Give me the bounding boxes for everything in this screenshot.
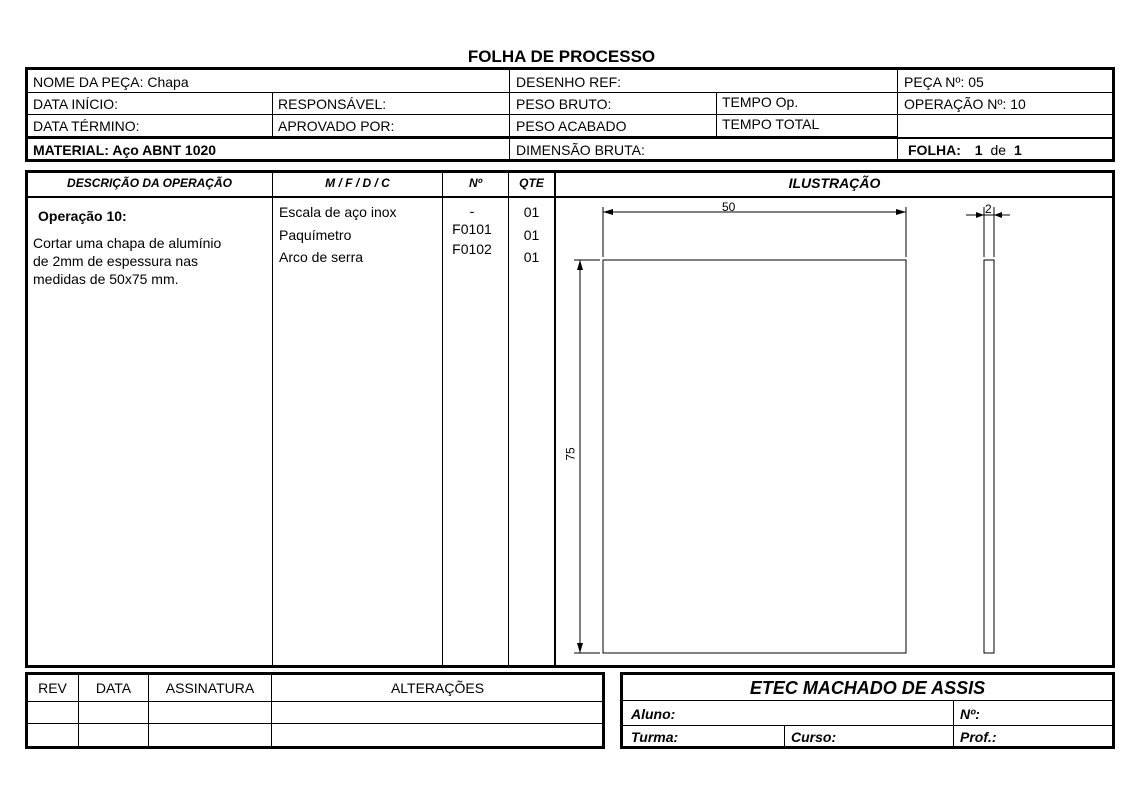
col-ilustracao: ILUSTRAÇÃO (788, 175, 881, 191)
material-label: MATERIAL: (33, 142, 109, 158)
dim-thickness-label: 2 (985, 202, 992, 216)
peca-no-value: 05 (968, 74, 984, 90)
number-1: - (469, 203, 475, 219)
plate-front-view (603, 260, 906, 653)
tempo-total-label: TEMPO TOTAL (722, 116, 820, 132)
arrow-head (603, 209, 613, 215)
col-descricao: DESCRIÇÃO DA OPERAÇÃO (67, 176, 232, 190)
folha-de: de (990, 142, 1007, 158)
operation-line-2: de 2mm de espessura nas (33, 253, 198, 269)
operation-line-3: medidas de 50x75 mm. (33, 271, 179, 287)
operacao-no-value: 10 (1010, 96, 1026, 112)
operation-line-1: Cortar uma chapa de alumínio (33, 235, 222, 251)
no-label: Nº: (960, 706, 980, 722)
tempo-op-label: TEMPO Op. (722, 94, 799, 110)
number-2: F0101 (452, 221, 492, 237)
tool-1: Escala de aço inox (279, 204, 397, 220)
number-3: F0102 (452, 241, 492, 257)
dim-width-label: 50 (722, 200, 736, 214)
operation-title: Operação 10: (38, 208, 127, 224)
col-no: Nº (468, 176, 483, 190)
data-inicio-label: DATA INÍCIO: (33, 96, 119, 112)
page-title: FOLHA DE PROCESSO (467, 47, 656, 66)
school-name: ETEC MACHADO DE ASSIS (749, 678, 986, 698)
aprovado-por-label: APROVADO POR: (278, 118, 395, 134)
col-assinatura: ASSINATURA (165, 680, 255, 696)
desenho-ref-label: DESENHO REF: (516, 74, 622, 90)
folha-num: 1 (974, 142, 983, 158)
nome-peca-value: Chapa (147, 74, 189, 90)
col-mfdc: M / F / D / C (325, 176, 390, 190)
arrow-head (896, 209, 906, 215)
responsavel-label: RESPONSÁVEL: (278, 96, 387, 112)
dim-height-label: 75 (563, 447, 578, 461)
folha-label: FOLHA: (908, 142, 961, 158)
peso-acabado-label: PESO ACABADO (516, 118, 627, 134)
data-termino-label: DATA TÉRMINO: (33, 118, 140, 134)
qty-1: 01 (523, 204, 540, 220)
peca-no-label: PEÇA Nº: (904, 74, 965, 90)
aluno-label: Aluno: (631, 706, 676, 722)
arrow-head (577, 260, 583, 270)
nome-peca-label: NOME DA PEÇA: (33, 74, 144, 90)
plate-side-view (984, 260, 994, 653)
arrow-head (976, 212, 984, 218)
col-alteracoes: ALTERAÇÕES (390, 680, 485, 696)
qty-3: 01 (523, 249, 540, 265)
folha-total: 1 (1013, 142, 1022, 158)
peso-bruto-label: PESO BRUTO: (516, 96, 612, 112)
dimensao-bruta-label: DIMENSÃO BRUTA: (516, 142, 645, 158)
tool-2: Paquímetro (279, 227, 352, 243)
prof-label: Prof.: (960, 729, 997, 745)
arrow-head (994, 212, 1002, 218)
arrow-head (577, 643, 583, 653)
tool-3: Arco de serra (279, 249, 364, 265)
qty-2: 01 (523, 227, 540, 243)
curso-label: Curso: (791, 729, 837, 745)
col-qte: QTE (519, 176, 544, 190)
col-rev: REV (38, 680, 67, 696)
operacao-no-label: OPERAÇÃO Nº: (904, 96, 1007, 112)
col-data: DATA (95, 680, 132, 696)
material-value: Aço ABNT 1020 (112, 142, 217, 158)
turma-label: Turma: (631, 729, 679, 745)
